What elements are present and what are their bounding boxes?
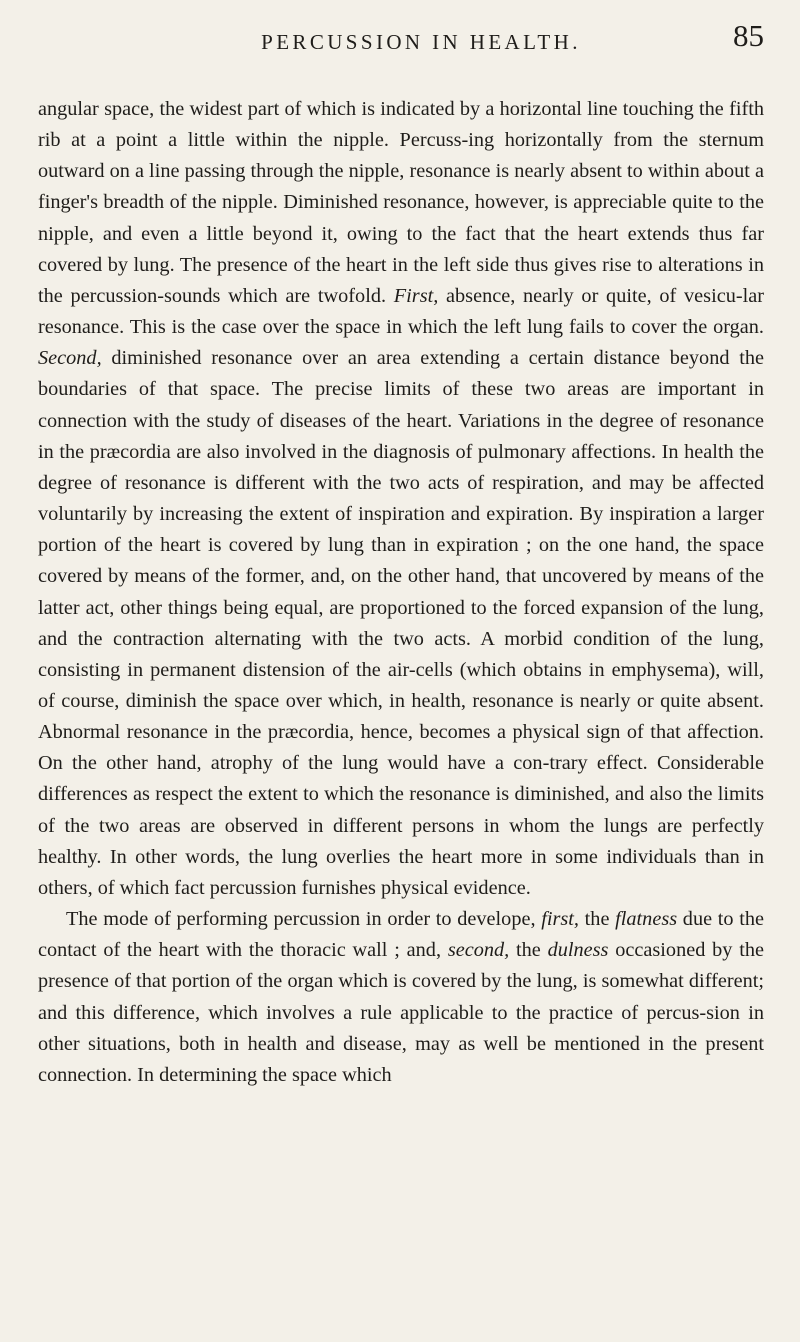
text-run: angular space, the widest part of which is indicated by a horizontal line touching the fifth rib at a point a little within the nipple. Percuss-ing horizontally from the sternum outward on a line passing through the nipple, resonance is nearly absent to within about a finger's breadth of the nipple. Diminished resonance, however, is appreciable quite to the nipple, and even a little beyond it, owing to the fact that the heart extends thus far covered by lung. The presence of the heart in the left side thus gives rise to alterations in the percussion-sounds which are twofold. <box>38 98 764 307</box>
body-text <box>38 94 764 1091</box>
text-run: the <box>509 939 548 962</box>
italic-run: second, <box>447 939 510 962</box>
paragraph-1 <box>38 94 764 904</box>
text-run: absence, nearly or quite, of vesicu-lar resonance. This is the case over the space in which the left lung fails to cover the organ. <box>38 284 764 339</box>
italic-run: first, <box>541 908 579 931</box>
text-run: due to the contact of the heart with the thoracic wall ; and, <box>38 908 765 962</box>
page-header <box>38 10 764 54</box>
italic-run: First, <box>393 284 439 307</box>
text-run: The mode of performing percussion in order to develope, <box>66 908 542 931</box>
italic-run: dulness <box>547 939 609 962</box>
page-number: 85 <box>733 18 764 53</box>
running-head: PERCUSSION IN HEALTH. <box>261 30 581 54</box>
text-run: occasioned by the presence of that portion of the organ which is covered by the lung, is somewhat different; and this difference, which involves a rule applicable to the practice of percus-sion in other situations, both in health and disease, may as well be mentioned in the present connection. In determining the space which <box>38 939 765 1086</box>
text-run: the <box>578 908 616 931</box>
italic-run: Second, <box>38 347 102 370</box>
paragraph-2 <box>38 904 764 1091</box>
text-run: diminished resonance over an area extending a certain distance beyond the boundaries of that space. The precise limits of these two areas are important in connection with the study of diseases of the heart. Variations in the degree of resonance in the præcordia are also involved in the diagnosis of pulmonary affections. In health the degree of resonance is different with the two acts of respiration, and may be affected voluntarily by increasing the extent of inspiration and expiration. By inspiration a larger portion of the heart is covered by lung than in expiration ; on the one hand, the space covered by means of the former, and, on the other hand, that uncovered by means of the latter act, other things being equal, are proportioned to the forced expansion of the lung, and the contraction alternating with the two acts. A morbid condition of the lung, consisting in permanent distension of the air-cells (which obtains in emphysema), will, of course, diminish the space over which, in health, resonance is nearly or quite absent. Abnormal resonance in the præcordia, hence, becomes a physical sign of that affection. On the other hand, atrophy of the lung would have a con-trary effect. Considerable differences as respect the extent to which the resonance is diminished, and also the limits of the two areas are observed in different persons in whom the lungs are perfectly healthy. In other words, the lung overlies the heart more in some individuals than in others, of which fact percussion furnishes physical evidence. <box>38 347 764 899</box>
italic-run: flatness <box>615 908 678 931</box>
